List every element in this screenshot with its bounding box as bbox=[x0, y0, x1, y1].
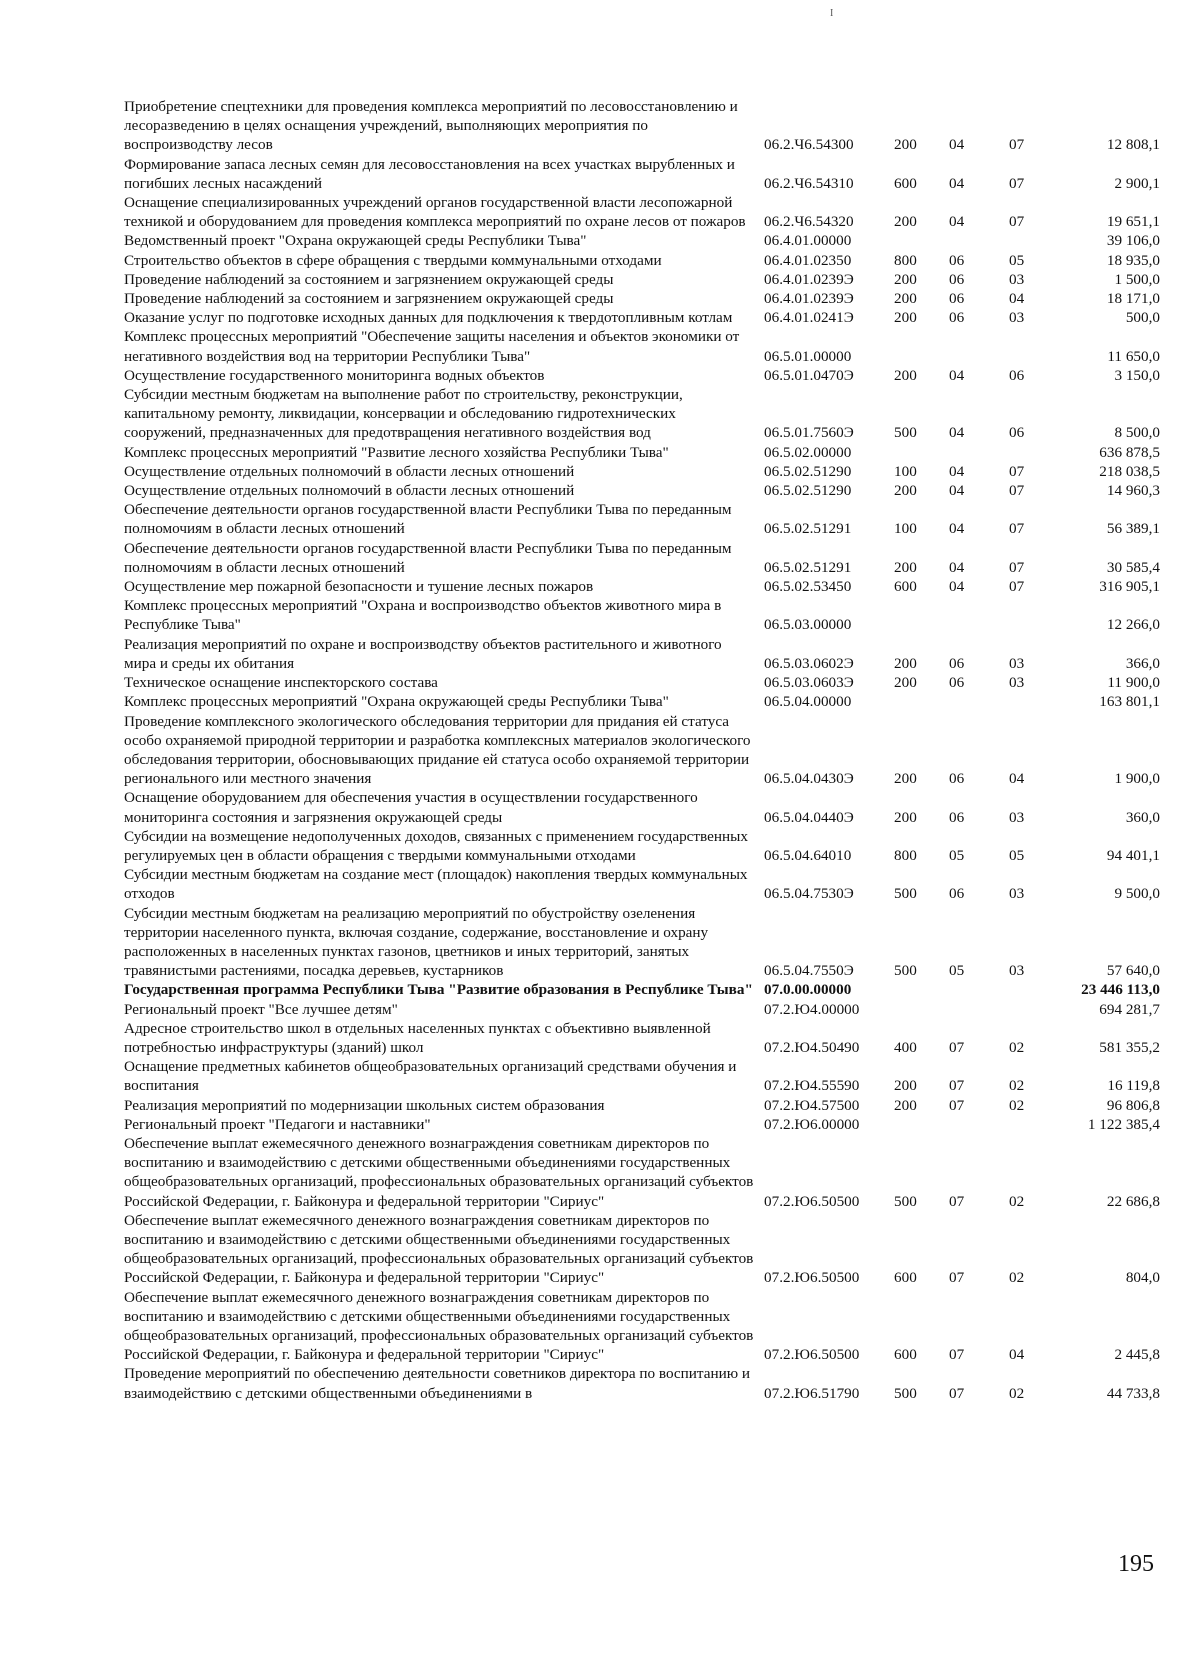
table-row bbox=[124, 1096, 1160, 1115]
row-amount: 163 801,1 bbox=[1099, 693, 1160, 711]
row-code: 06.2.Ч6.54300 bbox=[764, 136, 854, 154]
row-amount: 57 640,0 bbox=[1106, 962, 1160, 980]
row-subsection: 05 bbox=[1009, 846, 1025, 864]
row-amount: 56 389,1 bbox=[1106, 520, 1160, 538]
row-expense-type: 200 bbox=[894, 808, 917, 826]
row-section: 04 bbox=[949, 462, 965, 480]
table-row bbox=[124, 904, 1160, 981]
row-code: 07.2.Ю4.50490 bbox=[764, 1038, 860, 1056]
row-code: 06.4.01.0239Э bbox=[764, 270, 854, 288]
row-code: 07.2.Ю4.00000 bbox=[764, 1000, 860, 1018]
row-section: 06 bbox=[949, 885, 965, 903]
row-section: 06 bbox=[949, 808, 965, 826]
row-section: 07 bbox=[949, 1096, 965, 1114]
table-row bbox=[124, 712, 1160, 789]
row-subsection: 07 bbox=[1009, 136, 1025, 154]
row-code: 06.5.04.64010 bbox=[764, 846, 852, 864]
row-expense-type: 600 bbox=[894, 1346, 917, 1364]
row-amount: 804,0 bbox=[1125, 1269, 1160, 1287]
row-subsection: 02 bbox=[1009, 1269, 1025, 1287]
table-row bbox=[124, 673, 1160, 692]
row-amount: 44 733,8 bbox=[1106, 1384, 1160, 1402]
row-subsection: 02 bbox=[1009, 1384, 1025, 1402]
row-code: 06.5.02.51290 bbox=[764, 462, 852, 480]
row-section: 06 bbox=[949, 290, 965, 308]
row-code: 06.5.01.0470Э bbox=[764, 366, 854, 384]
row-amount: 39 106,0 bbox=[1106, 232, 1160, 250]
table-row bbox=[124, 270, 1160, 289]
row-subsection: 02 bbox=[1009, 1096, 1025, 1114]
row-subsection: 06 bbox=[1009, 424, 1025, 442]
row-expense-type: 200 bbox=[894, 213, 917, 231]
table-row bbox=[124, 788, 1160, 826]
row-expense-type: 200 bbox=[894, 654, 917, 672]
row-section: 07 bbox=[949, 1346, 965, 1364]
row-section: 07 bbox=[949, 1192, 965, 1210]
row-title: Обеспечение деятельности органов государственной власти Республики Тыва по переданным полномочиям в области лесных отношений bbox=[124, 539, 732, 576]
row-amount: 11 650,0 bbox=[1107, 347, 1160, 365]
table-row bbox=[124, 1000, 1160, 1019]
row-title: Осуществление государственного мониторинга водных объектов bbox=[124, 366, 545, 384]
table-row bbox=[124, 692, 1160, 711]
row-code: 06.5.03.0602Э bbox=[764, 654, 854, 672]
row-subsection: 03 bbox=[1009, 674, 1025, 692]
row-section: 05 bbox=[949, 962, 965, 980]
row-expense-type: 500 bbox=[894, 1384, 917, 1402]
row-title: Реализация мероприятий по охране и воспроизводству объектов растительного и животного мира и среды их обитания bbox=[124, 635, 722, 672]
row-code: 06.5.04.0440Э bbox=[764, 808, 854, 826]
row-subsection: 03 bbox=[1009, 885, 1025, 903]
row-subsection: 07 bbox=[1009, 213, 1025, 231]
row-amount: 218 038,5 bbox=[1099, 462, 1160, 480]
table-row bbox=[124, 1134, 1160, 1211]
table-row bbox=[124, 308, 1160, 327]
row-amount: 19 651,1 bbox=[1106, 213, 1160, 231]
row-title: Оснащение специализированных учреждений органов государственной власти лесопожарной техникой и оборудованием для проведения комплекса мероприятий по охране лесов от пожаров bbox=[124, 194, 746, 231]
row-section: 07 bbox=[949, 1038, 965, 1056]
table-row bbox=[124, 231, 1160, 250]
row-section: 06 bbox=[949, 770, 965, 788]
row-code: 06.2.Ч6.54310 bbox=[764, 174, 854, 192]
row-section: 04 bbox=[949, 424, 965, 442]
row-section: 06 bbox=[949, 251, 965, 269]
row-section: 04 bbox=[949, 213, 965, 231]
row-subsection: 07 bbox=[1009, 174, 1025, 192]
row-expense-type: 100 bbox=[894, 520, 917, 538]
table-row bbox=[124, 1019, 1160, 1057]
row-amount: 14 960,3 bbox=[1106, 482, 1160, 500]
row-subsection: 07 bbox=[1009, 520, 1025, 538]
row-subsection: 07 bbox=[1009, 558, 1025, 576]
row-code: 07.2.Ю6.50500 bbox=[764, 1269, 860, 1287]
row-code: 06.5.02.51291 bbox=[764, 520, 852, 538]
row-section: 04 bbox=[949, 558, 965, 576]
row-expense-type: 500 bbox=[894, 962, 917, 980]
row-subsection: 04 bbox=[1009, 290, 1025, 308]
row-expense-type: 100 bbox=[894, 462, 917, 480]
row-expense-type: 500 bbox=[894, 424, 917, 442]
row-amount: 18 171,0 bbox=[1106, 290, 1160, 308]
row-title: Техническое оснащение инспекторского состава bbox=[124, 674, 438, 692]
row-section: 04 bbox=[949, 174, 965, 192]
row-title: Осуществление отдельных полномочий в области лесных отношений bbox=[124, 482, 575, 500]
row-title: Субсидии местным бюджетам на реализацию мероприятий по обустройству озеленения территории населенного пункта, включая создание, содержание, восстановление и охрану расположенных в населенных пунктах газонов, цветников и иных территорий, занятых травянистыми растениями, посадка деревьев, кустарников bbox=[124, 904, 709, 980]
row-expense-type: 200 bbox=[894, 290, 917, 308]
row-expense-type: 200 bbox=[894, 270, 917, 288]
row-amount: 360,0 bbox=[1125, 808, 1160, 826]
row-title: Проведение наблюдений за состоянием и загрязнением окружающей среды bbox=[124, 270, 614, 288]
row-title: Обеспечение деятельности органов государственной власти Республики Тыва по переданным полномочиям в области лесных отношений bbox=[124, 501, 732, 538]
row-title: Обеспечение выплат ежемесячного денежного вознаграждения советникам директоров по воспитанию и взаимодействию с детскими общественными объединениями государственных общеобразовательных организаций, профессиональных образовательных организаций субъектов Российской Федерации, г. Байконура и федеральной территории "Сириус" bbox=[124, 1134, 754, 1210]
row-title: Осуществление мер пожарной безопасности и тушение лесных пожаров bbox=[124, 578, 594, 596]
row-title: Субсидии на возмещение недополученных доходов, связанных с применением государственных регулируемых цен в области обращения с твердыми коммунальными отходами bbox=[124, 827, 748, 864]
row-expense-type: 400 bbox=[894, 1038, 917, 1056]
row-amount: 581 355,2 bbox=[1099, 1038, 1160, 1056]
row-code: 06.2.Ч6.54320 bbox=[764, 213, 854, 231]
row-expense-type: 800 bbox=[894, 251, 917, 269]
row-title: Формирование запаса лесных семян для лесовосстановления на всех участках вырубленных и погибших лесных насаждений bbox=[124, 155, 735, 192]
row-section: 04 bbox=[949, 482, 965, 500]
row-amount: 12 808,1 bbox=[1106, 136, 1160, 154]
row-code: 06.5.04.7550Э bbox=[764, 962, 854, 980]
row-amount: 316 905,1 bbox=[1099, 578, 1160, 596]
row-subsection: 04 bbox=[1009, 770, 1025, 788]
row-amount: 12 266,0 bbox=[1106, 616, 1160, 634]
table-row bbox=[124, 97, 1160, 155]
row-amount: 3 150,0 bbox=[1114, 366, 1160, 384]
row-title: Ведомственный проект "Охрана окружающей среды Республики Тыва" bbox=[124, 232, 587, 250]
row-expense-type: 200 bbox=[894, 482, 917, 500]
row-expense-type: 200 bbox=[894, 309, 917, 327]
row-title: Региональный проект "Педагоги и наставники" bbox=[124, 1115, 431, 1133]
row-code: 06.5.02.00000 bbox=[764, 443, 852, 461]
row-expense-type: 200 bbox=[894, 136, 917, 154]
row-code: 06.5.02.51290 bbox=[764, 482, 852, 500]
row-amount: 366,0 bbox=[1125, 654, 1160, 672]
row-expense-type: 200 bbox=[894, 674, 917, 692]
table-row bbox=[124, 596, 1160, 634]
row-amount: 8 500,0 bbox=[1114, 424, 1160, 442]
row-amount: 1 500,0 bbox=[1114, 270, 1160, 288]
row-title: Реализация мероприятий по модернизации школьных систем образования bbox=[124, 1096, 605, 1114]
row-amount: 9 500,0 bbox=[1114, 885, 1160, 903]
row-code: 07.2.Ю6.50500 bbox=[764, 1192, 860, 1210]
row-amount: 2 445,8 bbox=[1114, 1346, 1160, 1364]
row-section: 07 bbox=[949, 1384, 965, 1402]
budget-table bbox=[124, 97, 1160, 1403]
row-section: 04 bbox=[949, 366, 965, 384]
row-code: 06.4.01.0241Э bbox=[764, 309, 854, 327]
row-amount: 94 401,1 bbox=[1106, 846, 1160, 864]
table-row bbox=[124, 366, 1160, 385]
row-code: 06.5.01.7560Э bbox=[764, 424, 854, 442]
row-code: 06.4.01.02350 bbox=[764, 251, 852, 269]
row-title: Комплекс процессных мероприятий "Охрана окружающей среды Республики Тыва" bbox=[124, 693, 669, 711]
row-code: 07.2.Ю6.50500 bbox=[764, 1346, 860, 1364]
row-subsection: 03 bbox=[1009, 309, 1025, 327]
row-expense-type: 600 bbox=[894, 174, 917, 192]
row-code: 06.5.04.00000 bbox=[764, 693, 852, 711]
row-title: Обеспечение выплат ежемесячного денежного вознаграждения советникам директоров по воспитанию и взаимодействию с детскими общественными объединениями государственных общеобразовательных организаций, профессиональных образовательных организаций субъектов Российской Федерации, г. Байконура и федеральной территории "Сириус" bbox=[124, 1211, 754, 1287]
row-section: 07 bbox=[949, 1077, 965, 1095]
row-amount: 16 119,8 bbox=[1107, 1077, 1160, 1095]
row-code: 06.4.01.00000 bbox=[764, 232, 852, 250]
row-code: 07.0.00.00000 bbox=[764, 981, 852, 999]
row-section: 06 bbox=[949, 674, 965, 692]
row-code: 06.5.02.51291 bbox=[764, 558, 852, 576]
row-amount: 30 585,4 bbox=[1106, 558, 1160, 576]
row-title: Оказание услуг по подготовке исходных данных для подключения к твердотопливным котлам bbox=[124, 309, 733, 327]
table-row bbox=[124, 1115, 1160, 1134]
row-subsection: 03 bbox=[1009, 808, 1025, 826]
table-row bbox=[124, 1211, 1160, 1288]
row-amount: 22 686,8 bbox=[1106, 1192, 1160, 1210]
table-row bbox=[124, 462, 1160, 481]
row-amount: 11 900,0 bbox=[1107, 674, 1160, 692]
table-row bbox=[124, 635, 1160, 673]
row-expense-type: 600 bbox=[894, 578, 917, 596]
row-expense-type: 500 bbox=[894, 885, 917, 903]
row-title: Проведение комплексного экологического обследования территории для придания ей статуса особо охраняемой природной территории и разработка комплексных материалов экологического обследования территории, обосновывающих придание ей статуса особо охраняемой территории регионального или местного значения bbox=[124, 712, 751, 788]
row-section: 06 bbox=[949, 270, 965, 288]
row-expense-type: 800 bbox=[894, 846, 917, 864]
row-expense-type: 200 bbox=[894, 1077, 917, 1095]
row-title: Приобретение спецтехники для проведения комплекса мероприятий по лесовосстановлению и лесоразведению в целях оснащения учреждений, выполняющих мероприятия по воспроизводству лесов bbox=[124, 98, 738, 154]
table-row bbox=[124, 577, 1160, 596]
row-subsection: 02 bbox=[1009, 1077, 1025, 1095]
row-code: 07.2.Ю4.55590 bbox=[764, 1077, 860, 1095]
row-code: 06.5.04.7530Э bbox=[764, 885, 854, 903]
row-subsection: 03 bbox=[1009, 270, 1025, 288]
row-amount: 636 878,5 bbox=[1099, 443, 1160, 461]
row-title: Комплекс процессных мероприятий "Развитие лесного хозяйства Республики Тыва" bbox=[124, 443, 669, 461]
row-expense-type: 200 bbox=[894, 1096, 917, 1114]
row-amount: 96 806,8 bbox=[1106, 1096, 1160, 1114]
row-code: 06.4.01.0239Э bbox=[764, 290, 854, 308]
row-title: Строительство объектов в сфере обращения с твердыми коммунальными отходами bbox=[124, 251, 662, 269]
row-expense-type: 200 bbox=[894, 366, 917, 384]
row-subsection: 02 bbox=[1009, 1192, 1025, 1210]
row-section: 05 bbox=[949, 846, 965, 864]
table-row bbox=[124, 289, 1160, 308]
row-title: Региональный проект "Все лучшее детям" bbox=[124, 1000, 398, 1018]
top-mark: I bbox=[830, 8, 834, 19]
row-subsection: 07 bbox=[1009, 462, 1025, 480]
row-code: 07.2.Ю6.51790 bbox=[764, 1384, 860, 1402]
row-section: 06 bbox=[949, 654, 965, 672]
row-subsection: 02 bbox=[1009, 1038, 1025, 1056]
row-expense-type: 500 bbox=[894, 1192, 917, 1210]
row-amount: 2 900,1 bbox=[1114, 174, 1160, 192]
table-row bbox=[124, 481, 1160, 500]
row-subsection: 06 bbox=[1009, 366, 1025, 384]
table-row bbox=[124, 1057, 1160, 1095]
row-section: 07 bbox=[949, 1269, 965, 1287]
table-row bbox=[124, 1364, 1160, 1402]
table-row bbox=[124, 193, 1160, 231]
table-row bbox=[124, 251, 1160, 270]
row-subsection: 03 bbox=[1009, 654, 1025, 672]
table-row bbox=[124, 443, 1160, 462]
row-code: 06.5.03.0603Э bbox=[764, 674, 854, 692]
row-subsection: 03 bbox=[1009, 962, 1025, 980]
table-row bbox=[124, 1288, 1160, 1365]
row-amount: 1 900,0 bbox=[1114, 770, 1160, 788]
row-code: 07.2.Ю4.57500 bbox=[764, 1096, 860, 1114]
row-amount: 23 446 113,0 bbox=[1081, 981, 1160, 999]
row-subsection: 04 bbox=[1009, 1346, 1025, 1364]
row-code: 06.5.02.53450 bbox=[764, 578, 852, 596]
table-row bbox=[124, 385, 1160, 443]
row-amount: 500,0 bbox=[1125, 309, 1160, 327]
table-row bbox=[124, 327, 1160, 365]
row-title: Адресное строительство школ в отдельных населенных пунктах с объективно выявленной потребностью инфраструктуры (зданий) школ bbox=[124, 1019, 711, 1056]
row-title: Комплекс процессных мероприятий "Охрана и воспроизводство объектов животного мира в Республике Тыва" bbox=[124, 597, 722, 634]
row-title: Осуществление отдельных полномочий в области лесных отношений bbox=[124, 462, 575, 480]
row-subsection: 07 bbox=[1009, 482, 1025, 500]
row-expense-type: 200 bbox=[894, 770, 917, 788]
row-code: 06.5.01.00000 bbox=[764, 347, 852, 365]
table-row bbox=[124, 980, 1160, 999]
row-code: 07.2.Ю6.00000 bbox=[764, 1115, 860, 1133]
table-row bbox=[124, 500, 1160, 538]
table-row bbox=[124, 865, 1160, 903]
row-section: 04 bbox=[949, 520, 965, 538]
row-title: Проведение наблюдений за состоянием и загрязнением окружающей среды bbox=[124, 290, 614, 308]
row-expense-type: 600 bbox=[894, 1269, 917, 1287]
row-code: 06.5.03.00000 bbox=[764, 616, 852, 634]
row-section: 06 bbox=[949, 309, 965, 327]
row-subsection: 05 bbox=[1009, 251, 1025, 269]
row-title: Проведение мероприятий по обеспечению деятельности советников директора по воспитанию и взаимодействию с детскими общественными объединениями в bbox=[124, 1365, 751, 1402]
row-amount: 694 281,7 bbox=[1099, 1000, 1160, 1018]
row-title: Государственная программа Республики Тыва "Развитие образования в Республике Тыва" bbox=[124, 981, 753, 999]
row-title: Субсидии местным бюджетам на создание мест (площадок) накопления твердых коммунальных отходов bbox=[124, 866, 748, 903]
row-amount: 1 122 385,4 bbox=[1087, 1115, 1160, 1133]
table-row bbox=[124, 827, 1160, 865]
row-code: 06.5.04.0430Э bbox=[764, 770, 854, 788]
row-section: 04 bbox=[949, 136, 965, 154]
page-number: 195 bbox=[1118, 1551, 1154, 1577]
row-title: Обеспечение выплат ежемесячного денежного вознаграждения советникам директоров по воспитанию и взаимодействию с детскими общественными объединениями государственных общеобразовательных организаций, профессиональных образовательных организаций субъектов Российской Федерации, г. Байконура и федеральной территории "Сириус" bbox=[124, 1288, 754, 1364]
table-row bbox=[124, 155, 1160, 193]
table-row bbox=[124, 539, 1160, 577]
row-section: 04 bbox=[949, 578, 965, 596]
row-expense-type: 200 bbox=[894, 558, 917, 576]
row-amount: 18 935,0 bbox=[1106, 251, 1160, 269]
row-title: Комплекс процессных мероприятий "Обеспечение защиты населения и объектов экономики от негативного воздействия вод на территории Республики Тыва" bbox=[124, 328, 740, 365]
row-subsection: 07 bbox=[1009, 578, 1025, 596]
row-title: Оснащение предметных кабинетов общеобразовательных организаций средствами обучения и воспитания bbox=[124, 1058, 737, 1095]
row-title: Оснащение оборудованием для обеспечения участия в осуществлении государственного мониторинга состояния и загрязнения окружающей среды bbox=[124, 789, 698, 826]
row-title: Субсидии местным бюджетам на выполнение работ по строительству, реконструкции, капитальному ремонту, ликвидации, консервации и обследованию гидротехнических сооружений, предназначенных для предотвращения негативного воздействия вод bbox=[124, 386, 683, 442]
